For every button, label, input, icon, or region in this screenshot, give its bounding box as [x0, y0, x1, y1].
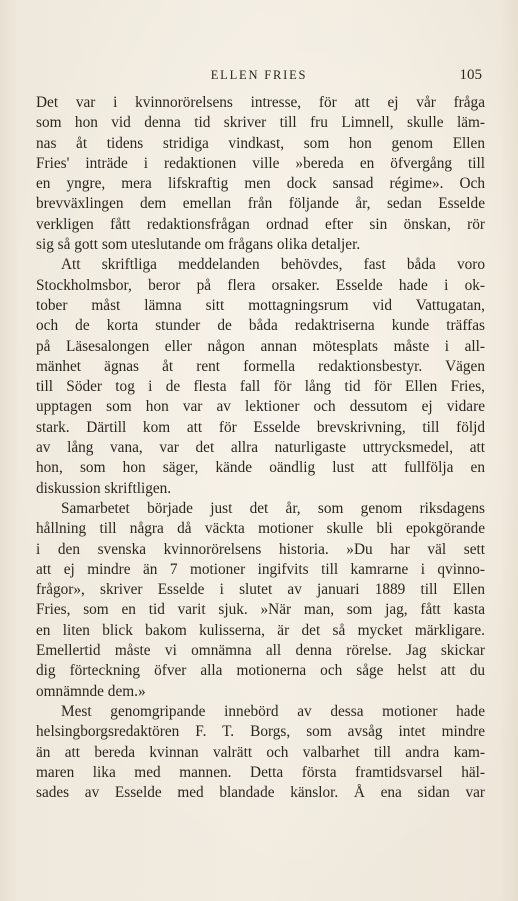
- text-line: verkligen fått redaktionsfrågan ordnad efter sin önskan, rör: [36, 215, 485, 233]
- text-line: Det var i kvinnorörelsens intresse, för att ej vår fråga: [36, 94, 485, 111]
- paragraph-first-line: Mest genomgripande innebörd av dessa motioner hade: [61, 702, 485, 720]
- text-line: på Läsesalongen eller någon annan mötesplats måste i all-: [36, 337, 485, 355]
- text-line: som hon vid denna tid skriver till fru Limnell, skulle läm-: [36, 114, 485, 132]
- text-line: Stockholmsbor, beror på flera orsaker. Esselde hade i ok-: [36, 276, 485, 294]
- text-line: än att bereda kvinnan valrätt och valbarhet till andra kam-: [36, 743, 485, 761]
- text-line: nas åt tidens stridiga vindkast, som hon genom Ellen: [36, 134, 485, 152]
- text-line: dig förteckning öfver alla motionerna och såge helst att du: [36, 662, 485, 680]
- text-line: brevväxlingen dem emellan från följande år, sedan Esselde: [36, 195, 485, 213]
- page-number: 105: [459, 67, 482, 83]
- text-line: omnämnde dem.»: [36, 682, 146, 700]
- page-header: [0, 68, 518, 88]
- text-line: hon, som hon säger, kände oändlig lust att fullfölja en: [36, 459, 485, 477]
- text-line: stark. Därtill kom att för Esselde brevskrivning, till följd: [36, 418, 485, 436]
- text-line: Fries' inträde i redaktionen ville »bereda en öfvergång till: [36, 154, 485, 172]
- text-line: mänhet ägnas åt rent formella redaktionsbestyr. Vägen: [36, 357, 485, 375]
- text-line: upptagen som hon var av lektioner och dessutom ej vidare: [36, 398, 485, 416]
- paragraph-first-line: Samarbetet började just det år, som genom riksdagens: [61, 499, 485, 517]
- text-line: frågor», skriver Esselde i slutet av januari 1889 till Ellen: [36, 581, 485, 599]
- body-text: [36, 93, 485, 803]
- text-line: Fries, som en tid varit sjuk. »När man, som jag, fått kasta: [36, 601, 485, 619]
- text-line: tober måst lämna sitt mottagningsrum vid Vattugatan,: [36, 296, 485, 314]
- text-line: helsingborgsredaktören F. T. Borgs, som avsåg intet mindre: [36, 723, 485, 741]
- running-title: ELLEN FRIES: [210, 68, 308, 82]
- text-line: en yngre, mera lifskraftig men dock sansad régime». Och: [36, 175, 485, 193]
- text-line: i den svenska kvinnorörelsens historia. »Du har väl sett: [36, 540, 485, 558]
- text-line: diskussion skriftligen.: [36, 479, 172, 497]
- text-line: Emellertid måste vi omnämna all denna rörelse. Jag skickar: [36, 642, 485, 660]
- text-line: av lång vana, var det allra naturligaste uttrycksmedel, att: [36, 439, 485, 457]
- paragraph-first-line: Att skriftliga meddelanden behövdes, fast båda voro: [61, 256, 485, 274]
- text-line: till Söder tog i de flesta fall för lång tid för Ellen Fries,: [36, 378, 485, 396]
- text-line: hållning till några då väckta motioner skulle bli epokgörande: [36, 520, 485, 538]
- text-line: att ej mindre än 7 motioner ingifvits till kamrarne i qvinno-: [36, 560, 485, 578]
- text-line: sades av Esselde med blandade känslor. Å ena sidan var: [36, 784, 485, 802]
- text-line: sig så gott som uteslutande om frågans olika detaljer.: [36, 236, 361, 254]
- text-line: och de korta stunder de båda redaktriserna kunde träffas: [36, 317, 485, 335]
- text-line: en liten blick bakom kulisserna, är det så mycket märkligare.: [36, 621, 485, 639]
- text-line: maren lika med mannen. Detta första framtidsvarsel häl-: [36, 763, 485, 781]
